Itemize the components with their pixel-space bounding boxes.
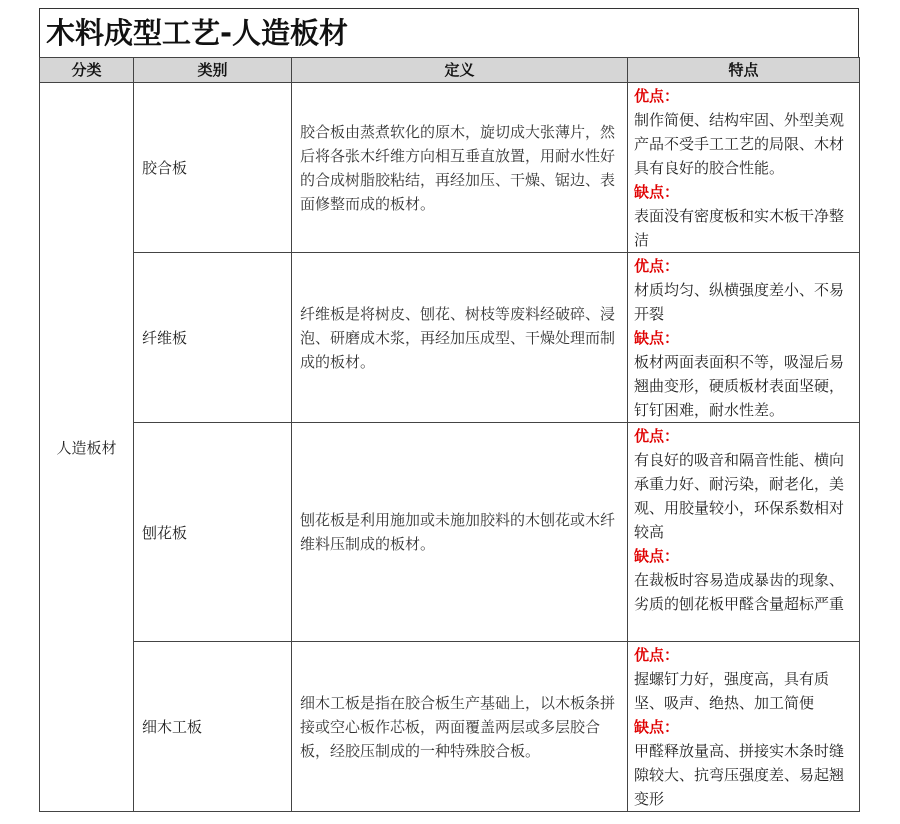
- type-cell: 纤维板: [134, 253, 292, 423]
- cons-text: 在裁板时容易造成暴齿的现象、劣质的刨花板甲醛含量超标严重: [634, 571, 845, 613]
- cons-text: 板材两面表面积不等，吸湿后易翘曲变形，硬质板材表面坚硬，钉钉困难，耐水性差。: [634, 353, 845, 419]
- table-row: [40, 642, 860, 812]
- page-title: 木料成型工艺-人造板材: [39, 8, 859, 57]
- cons-label: 缺点：: [634, 718, 680, 736]
- board-table: [39, 57, 860, 812]
- pros-label: 优点：: [634, 257, 680, 275]
- type-cell: 刨花板: [134, 423, 292, 642]
- header-row: [40, 58, 860, 83]
- features-cell: [628, 253, 860, 423]
- definition-cell: 胶合板由蒸煮软化的原木，旋切成大张薄片，然后将各张木纤维方向相互垂直放置，用耐水性好的合成树脂胶粘结，再经加压、干燥、锯边、表面修整而成的板材。: [292, 83, 628, 253]
- pros-label: 优点：: [634, 427, 680, 445]
- category-cell: 人造板材: [40, 83, 134, 812]
- cons-label: 缺点：: [634, 183, 680, 201]
- cons-text: 表面没有密度板和实木板干净整洁: [634, 207, 845, 249]
- table-row: [40, 83, 860, 253]
- definition-cell: 纤维板是将树皮、刨花、树枝等废料经破碎、浸泡、研磨成木浆，再经加压成型、干燥处理而制成的板材。: [292, 253, 628, 423]
- features-cell: [628, 642, 860, 812]
- features-cell: [628, 83, 860, 253]
- features-cell: [628, 423, 860, 642]
- pros-text: 有良好的吸音和隔音性能、横向承重力好、耐污染，耐老化，美观、用胶量较小，环保系数相对较高: [634, 451, 845, 541]
- header-type: 类别: [134, 58, 292, 83]
- header-features: 特点: [628, 58, 860, 83]
- pros-label: 优点：: [634, 646, 680, 664]
- type-cell: 胶合板: [134, 83, 292, 253]
- table-row: [40, 423, 860, 642]
- pros-text: 握螺钉力好，强度高，具有质坚、吸声、绝热、加工简便: [634, 670, 830, 712]
- header-definition: 定义: [292, 58, 628, 83]
- document-sheet: [39, 8, 859, 812]
- cons-text: 甲醛释放量高、拼接实木条时缝隙较大、抗弯压强度差、易起翘变形: [634, 742, 845, 808]
- cons-label: 缺点：: [634, 547, 680, 565]
- type-cell: 细木工板: [134, 642, 292, 812]
- pros-label: 优点：: [634, 87, 680, 105]
- pros-text: 制作简便、结构牢固、外型美观产品不受手工工艺的局限、木材具有良好的胶合性能。: [634, 111, 845, 177]
- header-category: 分类: [40, 58, 134, 83]
- definition-cell: 刨花板是利用施加或未施加胶料的木刨花或木纤维料压制成的板材。: [292, 423, 628, 642]
- cons-label: 缺点：: [634, 329, 680, 347]
- definition-cell: 细木工板是指在胶合板生产基础上，以木板条拼接或空心板作芯板，两面覆盖两层或多层胶合板，经胶压制成的一种特殊胶合板。: [292, 642, 628, 812]
- table-row: [40, 253, 860, 423]
- pros-text: 材质均匀、纵横强度差小、不易开裂: [634, 281, 845, 323]
